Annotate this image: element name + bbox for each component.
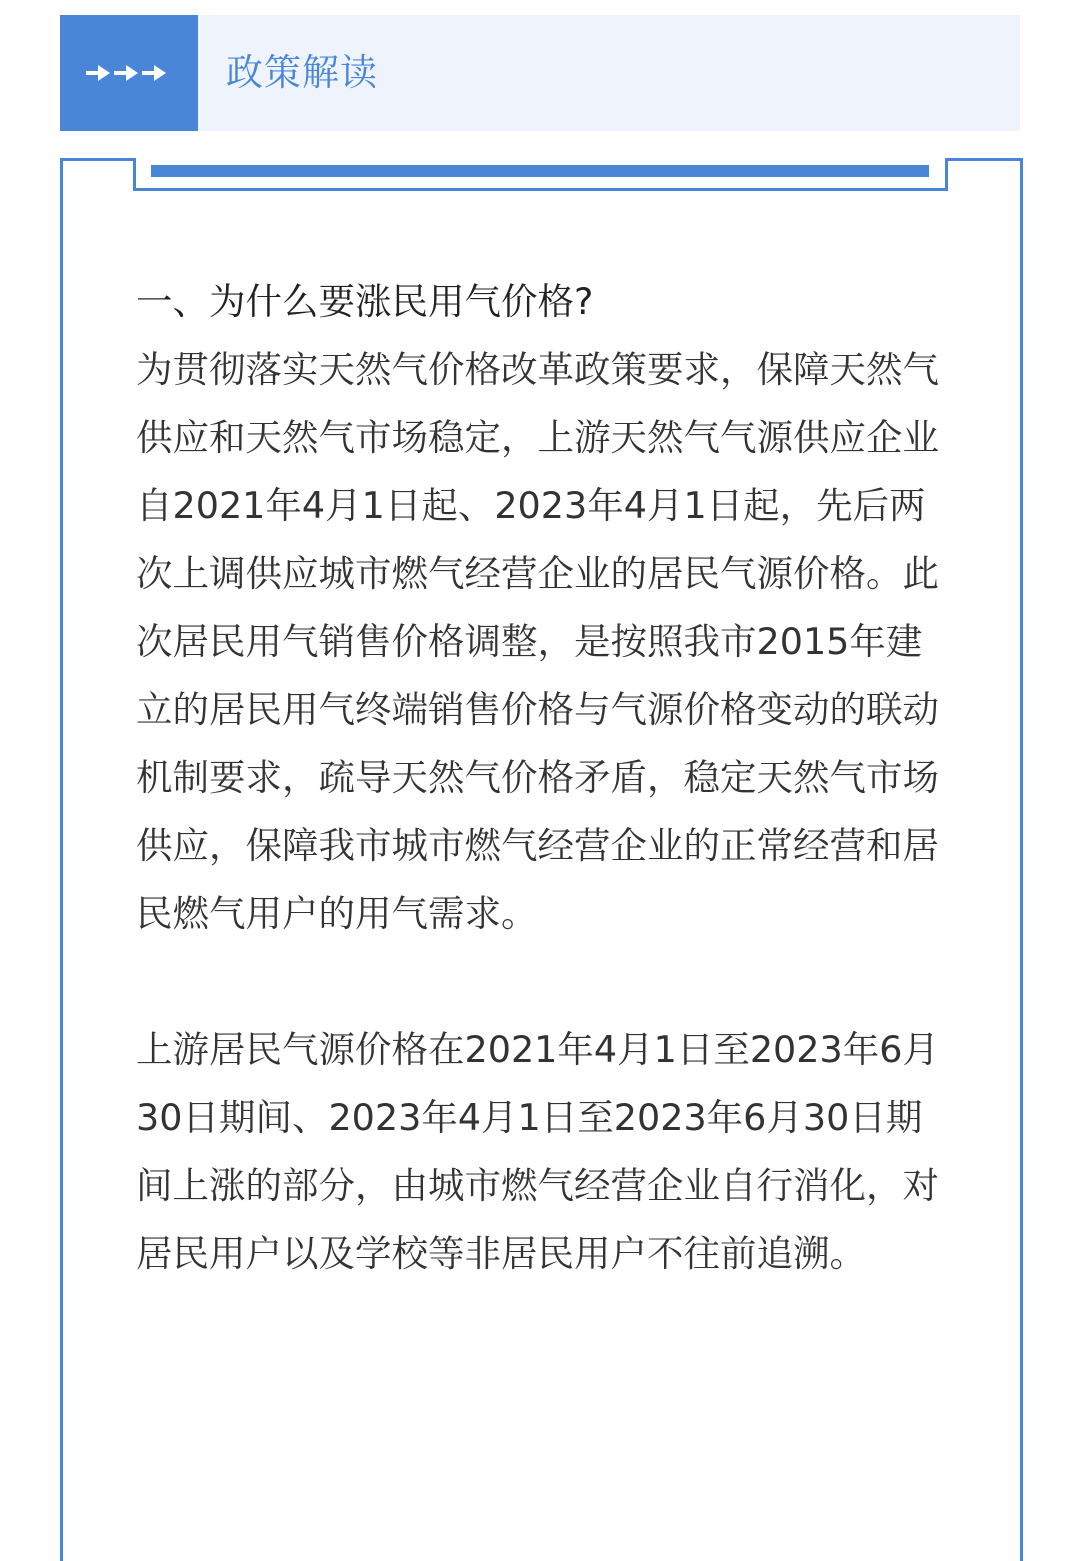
- section-title: 政策解读: [226, 51, 378, 94]
- article-heading: 一、为什么要涨民用气价格?: [136, 280, 594, 323]
- article-body: [136, 268, 948, 1288]
- arrow-right-icon: [142, 65, 166, 81]
- paragraph-spacer: [136, 948, 948, 1016]
- frame-top-bar: [151, 165, 929, 177]
- triple-arrow-icon: [86, 61, 170, 85]
- arrow-right-icon: [114, 65, 138, 81]
- header-accent-block: [60, 15, 198, 131]
- article-paragraph-1: 为贯彻落实天然气价格改革政策要求，保障天然气供应和天然气市场稳定，上游天然气气源供应企业自2021年4月1日起、2023年4月1日起，先后两次上调供应城市燃气经营企业的居民气源价格。此次居民用气销售价格调整，是按照我市2015年建立的居民用气终端销售价格与气源价格变动的联动机制要求，疏导天然气价格矛盾，稳定天然气市场供应，保障我市城市燃气经营企业的正常经营和居民燃气用户的用气需求。: [136, 348, 939, 935]
- section-header: [60, 15, 1020, 131]
- article-paragraph-2: 上游居民气源价格在2021年4月1日至2023年6月30日期间、2023年4月1日至2023年6月30日期间上涨的部分，由城市燃气经营企业自行消化，对居民用户以及学校等非居民用户不往前追溯。: [136, 1028, 939, 1275]
- arrow-right-icon: [86, 65, 110, 81]
